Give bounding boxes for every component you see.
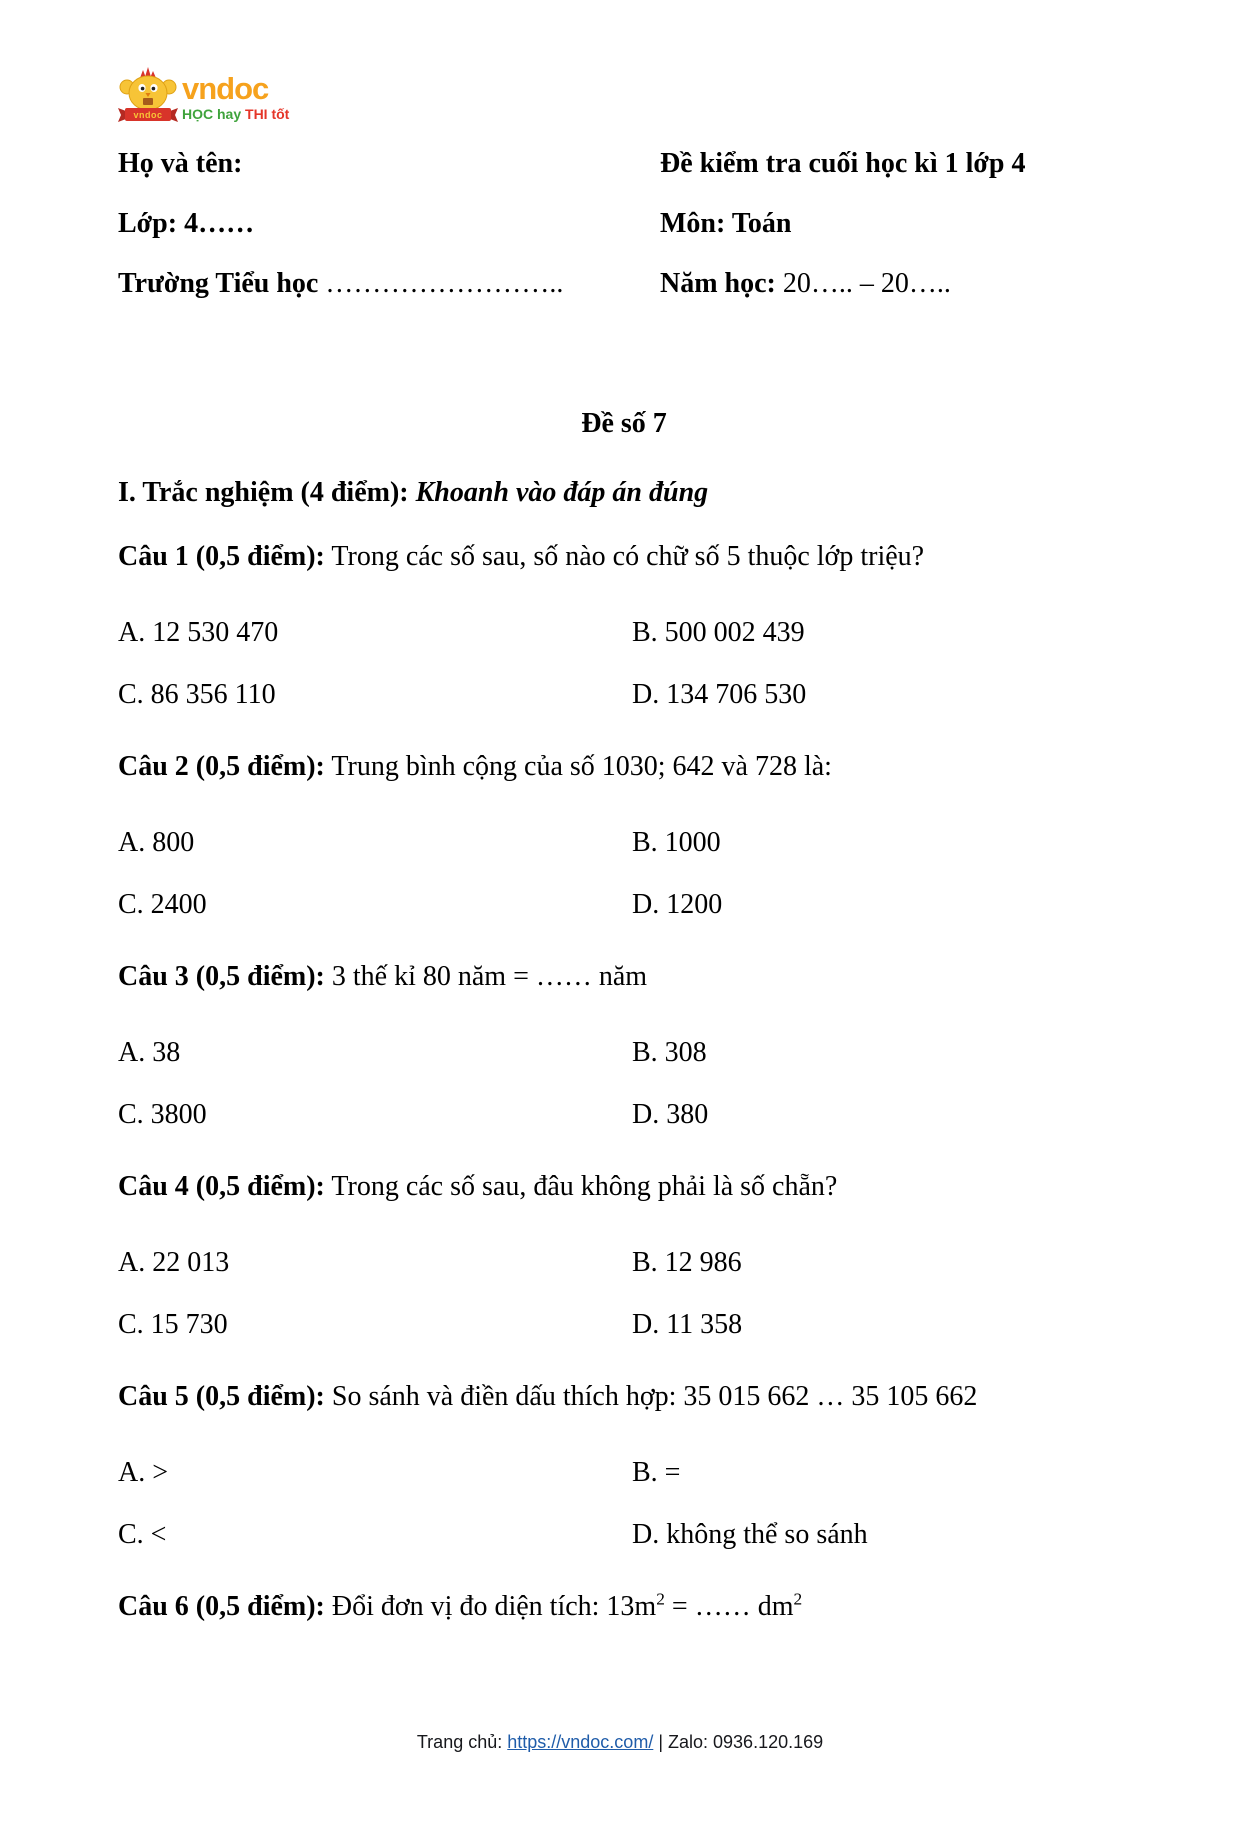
question-4 <box>118 1169 1130 1343</box>
question-4-option-c: C. 15 730 <box>118 1309 228 1340</box>
question-3-options-row-1 <box>118 1035 1130 1071</box>
question-6-text-mid: = …… dm <box>664 1591 794 1622</box>
section-1-instruction: Khoanh vào đáp án đúng <box>408 477 709 508</box>
logo-tagline-green: HỌC hay <box>182 106 246 122</box>
page-footer <box>0 1730 1240 1754</box>
exam-title: Đề kiểm tra cuối học kì 1 lớp 4 <box>660 148 1026 179</box>
question-3 <box>118 959 1130 1133</box>
question-6-label: Câu 6 (0,5 điểm): <box>118 1591 325 1622</box>
question-3-label: Câu 3 (0,5 điểm): <box>118 961 325 992</box>
question-6-superscript-1: 2 <box>656 1589 665 1609</box>
exam-header <box>118 146 1130 302</box>
class-label: Lớp: 4…… <box>118 208 255 239</box>
question-2 <box>118 749 1130 923</box>
question-1-option-b: B. 500 002 439 <box>632 617 805 648</box>
question-3-option-c: C. 3800 <box>118 1099 207 1130</box>
subject-label: Môn: Toán <box>660 208 792 239</box>
chicken-mascot-icon <box>118 67 178 122</box>
question-4-options-row-2 <box>118 1307 1130 1343</box>
footer-homepage-label: Trang chủ: <box>416 1732 508 1752</box>
question-5-line <box>118 1379 1130 1415</box>
logo-wordmark: vndoc <box>182 71 269 106</box>
question-2-option-c: C. 2400 <box>118 889 207 920</box>
question-6-line <box>118 1589 1130 1625</box>
question-4-option-b: B. 12 986 <box>632 1247 742 1278</box>
logo-tagline-red: THI tốt <box>245 106 290 122</box>
footer-zalo-label: | Zalo: 0936.120.169 <box>653 1732 824 1752</box>
question-5-option-b: B. = <box>632 1457 681 1488</box>
question-3-option-d: D. 380 <box>632 1099 709 1130</box>
question-6-superscript-2: 2 <box>793 1589 803 1609</box>
question-1 <box>118 539 1130 713</box>
question-1-options-row-2 <box>118 677 1130 713</box>
question-5-text: So sánh và điền dấu thích hợp: 35 015 662 … 35 105 662 <box>324 1381 978 1412</box>
student-name-label: Họ và tên: <box>118 148 243 179</box>
question-3-line <box>118 959 1130 995</box>
question-3-text: 3 thế kỉ 80 năm = …… năm <box>324 961 648 992</box>
question-1-text: Trong các số sau, số nào có chữ số 5 thuộc lớp triệu? <box>324 541 925 572</box>
question-2-text: Trung bình cộng của số 1030; 642 và 728 là: <box>324 751 832 782</box>
question-2-option-b: B. 1000 <box>632 827 721 858</box>
question-2-option-d: D. 1200 <box>632 889 723 920</box>
question-2-options-row-1 <box>118 825 1130 861</box>
question-2-label: Câu 2 (0,5 điểm): <box>118 751 325 782</box>
question-5-option-a: A. > <box>118 1457 169 1488</box>
school-dots: …………………….. <box>318 268 564 299</box>
question-6-text-pre: Đổi đơn vị đo diện tích: 13m <box>324 1591 657 1622</box>
footer-homepage-link[interactable]: https://vndoc.com/ <box>507 1732 654 1752</box>
question-4-line <box>118 1169 1130 1205</box>
question-1-label: Câu 1 (0,5 điểm): <box>118 541 325 572</box>
school-line <box>118 266 660 302</box>
section-1-heading <box>118 475 1130 511</box>
question-4-options-row-1 <box>118 1245 1130 1281</box>
question-4-label: Câu 4 (0,5 điểm): <box>118 1171 325 1202</box>
question-1-option-c: C. 86 356 110 <box>118 679 276 710</box>
logo-banner-text: vndoc <box>133 110 163 120</box>
exam-number-title: Đề số 7 <box>581 408 667 439</box>
question-2-option-a: A. 800 <box>118 827 195 858</box>
header-row-1 <box>118 146 1130 182</box>
question-5-option-c: C. < <box>118 1519 167 1550</box>
question-3-option-a: A. 38 <box>118 1037 181 1068</box>
logo-tagline <box>182 106 290 122</box>
question-2-line <box>118 749 1130 785</box>
section-1-label: I. Trắc nghiệm (4 điểm): <box>118 477 409 508</box>
question-4-option-a: A. 22 013 <box>118 1247 230 1278</box>
question-2-options-row-2 <box>118 887 1130 923</box>
question-3-option-b: B. 308 <box>632 1037 707 1068</box>
school-year-label: Năm học: <box>660 268 776 299</box>
year-line <box>660 266 951 302</box>
question-5 <box>118 1379 1130 1553</box>
question-5-options-row-1 <box>118 1455 1130 1491</box>
question-5-option-d: D. không thể so sánh <box>632 1519 868 1550</box>
document-page <box>0 66 1240 1625</box>
header-row-2 <box>118 206 1130 242</box>
school-label: Trường Tiểu học <box>118 268 319 299</box>
question-5-label: Câu 5 (0,5 điểm): <box>118 1381 325 1412</box>
question-1-option-d: D. 134 706 530 <box>632 679 807 710</box>
question-1-option-a: A. 12 530 470 <box>118 617 279 648</box>
vndoc-logo-svg <box>118 66 294 124</box>
question-3-options-row-2 <box>118 1097 1130 1133</box>
question-5-options-row-2 <box>118 1517 1130 1553</box>
question-1-line <box>118 539 1130 575</box>
header-row-3 <box>118 266 1130 302</box>
school-year-value: 20….. – 20….. <box>775 268 951 299</box>
vndoc-logo <box>118 66 1130 124</box>
question-4-option-d: D. 11 358 <box>632 1309 743 1340</box>
question-1-options-row-1 <box>118 615 1130 651</box>
question-4-text: Trong các số sau, đâu không phải là số chẵn? <box>324 1171 838 1202</box>
question-6 <box>118 1589 1130 1625</box>
